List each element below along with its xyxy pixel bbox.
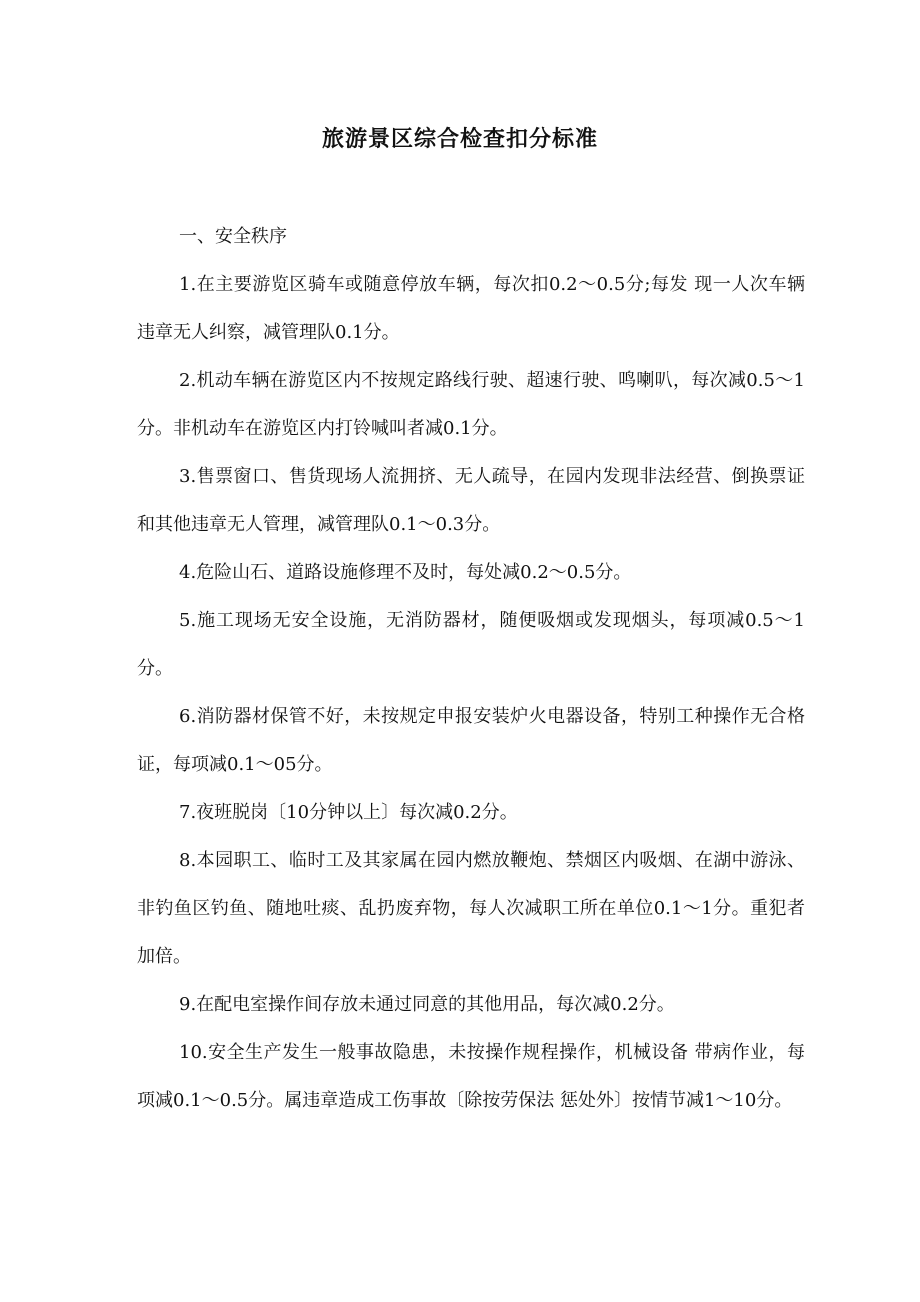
rule-item-6: 6.消防器材保管不好，未按规定申报安装炉火电器设备，特别工种操作无合格证，每项减0.1～05分。 bbox=[137, 706, 805, 775]
rule-item-2: 2.机动车辆在游览区内不按规定路线行驶、超速行驶、鸣喇叭，每次减0.5～1分。非机动车在游览区内打铃喊叫者减0.1分。 bbox=[137, 370, 805, 439]
rule-item-1: 1.在主要游览区骑车或随意停放车辆，每次扣0.2～0.5分;每发 现一人次车辆违章无人纠察，减管理队0.1分。 bbox=[137, 274, 805, 343]
rule-item-4: 4.危险山石、道路设施修理不及时，每处减0.2～0.5分。 bbox=[179, 562, 632, 583]
document-body bbox=[137, 213, 805, 1125]
rule-item-3: 3.售票窗口、售货现场人流拥挤、无人疏导，在园内发现非法经营、倒换票证和其他违章无人管理，减管理队0.1～0.3分。 bbox=[137, 466, 805, 535]
rule-item-7: 7.夜班脱岗〔10分钟以上〕每次减0.2分。 bbox=[179, 802, 518, 823]
rule-item-8: 8.本园职工、临时工及其家属在园内燃放鞭炮、禁烟区内吸烟、在湖中游泳、非钓鱼区钓鱼、随地吐痰、乱扔废弃物，每人次减职工所在单位0.1～1分。重犯者加倍。 bbox=[137, 850, 805, 967]
document-title: 旅游景区综合检查扣分标准 bbox=[321, 126, 598, 152]
rule-item-9: 9.在配电室操作间存放未通过同意的其他用品，每次减0.2分。 bbox=[179, 994, 675, 1015]
section-heading: 一、安全秩序 bbox=[179, 226, 287, 247]
rule-item-5: 5.施工现场无安全设施，无消防器材，随便吸烟或发现烟头，每项减0.5～1分。 bbox=[137, 610, 805, 679]
rule-item-10: 10.安全生产发生一般事故隐患，未按操作规程操作，机械设备 带病作业，每项减0.1～0.5分。属违章造成工伤事故〔除按劳保法 惩处外〕按情节减1～10分。 bbox=[137, 1042, 805, 1111]
